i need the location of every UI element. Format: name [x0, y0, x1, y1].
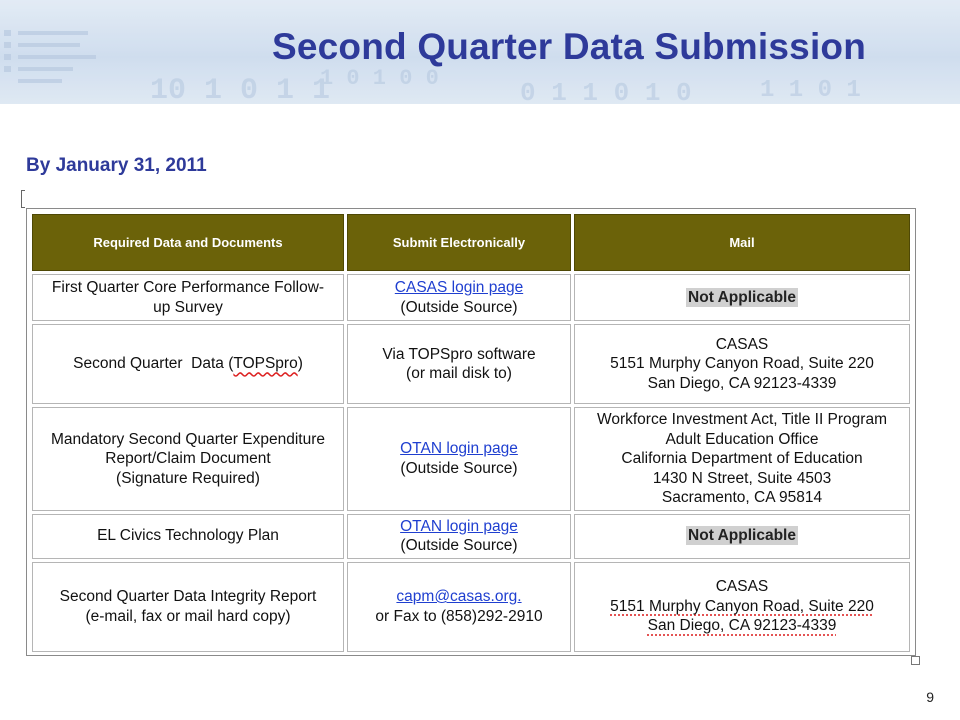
- mail-cell: [574, 274, 910, 321]
- slide-title: Second Quarter Data Submission: [272, 26, 867, 67]
- column-header-electronic: Submit Electronically: [347, 214, 571, 271]
- mail-address-line: CASAS: [715, 335, 769, 353]
- mail-address-line: California Department of Education: [621, 450, 863, 467]
- required-cell: [32, 324, 344, 404]
- required-text: Mandatory Second Quarter Expenditure: [51, 430, 325, 448]
- electronic-text: (Outside Source): [400, 537, 518, 554]
- mail-cell: [574, 514, 910, 559]
- svg-text:0 1 1 0 1 0: 0 1 1 0 1 0: [520, 78, 692, 104]
- mail-address-line: 5151 Murphy Canyon Road, Suite 220: [610, 355, 874, 373]
- mail-cell: [574, 324, 910, 404]
- table-row: [32, 407, 910, 511]
- electronic-cell: [347, 514, 571, 559]
- electronic-text: (Outside Source): [400, 459, 518, 477]
- electronic-cell: [347, 324, 571, 404]
- electronic-text: Via TOPSpro software: [382, 345, 536, 363]
- selection-bracket: [21, 190, 25, 208]
- required-text: up Survey: [153, 298, 223, 316]
- not-applicable-badge: Not Applicable: [688, 527, 796, 545]
- table-row: [32, 514, 910, 559]
- table-row: [32, 324, 910, 404]
- electronic-text: (or mail disk to): [406, 365, 512, 382]
- electronic-cell: [347, 274, 571, 321]
- mail-address-line: San Diego, CA 92123-4339: [647, 617, 837, 635]
- required-cell: [32, 562, 344, 652]
- otan-login-link[interactable]: OTAN login page: [400, 440, 518, 458]
- casas-login-link[interactable]: CASAS login page: [394, 279, 524, 296]
- required-text: (e-mail, fax or mail hard copy): [85, 607, 291, 625]
- mail-address-line: 5151 Murphy Canyon Road, Suite 220: [610, 597, 874, 615]
- required-text: EL Civics Technology Plan: [97, 527, 279, 545]
- required-cell: [32, 274, 344, 321]
- mail-address-line: Workforce Investment Act, Title II Program: [596, 411, 887, 428]
- required-text: Report/Claim Document: [105, 450, 271, 467]
- not-applicable-badge: Not Applicable: [688, 288, 796, 306]
- required-text: First Quarter Core Performance Follow-: [51, 279, 325, 296]
- table-resize-handle[interactable]: [911, 656, 920, 665]
- mail-address-line: 1430 N Street, Suite 4503: [652, 469, 832, 487]
- table-header-row: [32, 214, 910, 271]
- svg-text:1 1 0 1: 1 1 0 1: [760, 77, 861, 104]
- mail-address-line: Sacramento, CA 95814: [661, 489, 823, 506]
- mail-cell: [574, 562, 910, 652]
- mail-address-line: Adult Education Office: [665, 430, 819, 448]
- column-header-required: Required Data and Documents: [32, 214, 344, 271]
- page-number: 9: [926, 689, 934, 705]
- required-text: (Signature Required): [116, 469, 260, 487]
- svg-text:1 0 1 0 0: 1 0 1 0 0: [320, 66, 439, 91]
- required-cell: [32, 407, 344, 511]
- deadline-heading: By January 31, 2011: [26, 155, 207, 176]
- column-header-mail: Mail: [574, 214, 910, 271]
- otan-login-link[interactable]: OTAN login page: [400, 517, 518, 535]
- electronic-cell: [347, 562, 571, 652]
- table-row: [32, 562, 910, 652]
- mail-cell: [574, 407, 910, 511]
- submission-table-frame: [26, 208, 916, 656]
- svg-text:10 1 0 1 1: 10 1 0 1 1: [150, 74, 331, 104]
- electronic-cell: [347, 407, 571, 511]
- electronic-text: or Fax to (858)292-2910: [375, 607, 543, 625]
- required-cell: [32, 514, 344, 559]
- table-row: [32, 274, 910, 321]
- electronic-text: (Outside Source): [400, 298, 518, 316]
- submission-table: [29, 211, 913, 655]
- mail-address-line: San Diego, CA 92123-4339: [647, 374, 837, 392]
- casas-email-link[interactable]: capm@casas.org.: [396, 588, 522, 605]
- mail-address-line: CASAS: [715, 578, 769, 596]
- required-text: Second Quarter Data Integrity Report: [59, 588, 317, 605]
- required-text: Second Quarter Data (TOPSpro): [73, 355, 303, 373]
- header-banner: [0, 0, 960, 104]
